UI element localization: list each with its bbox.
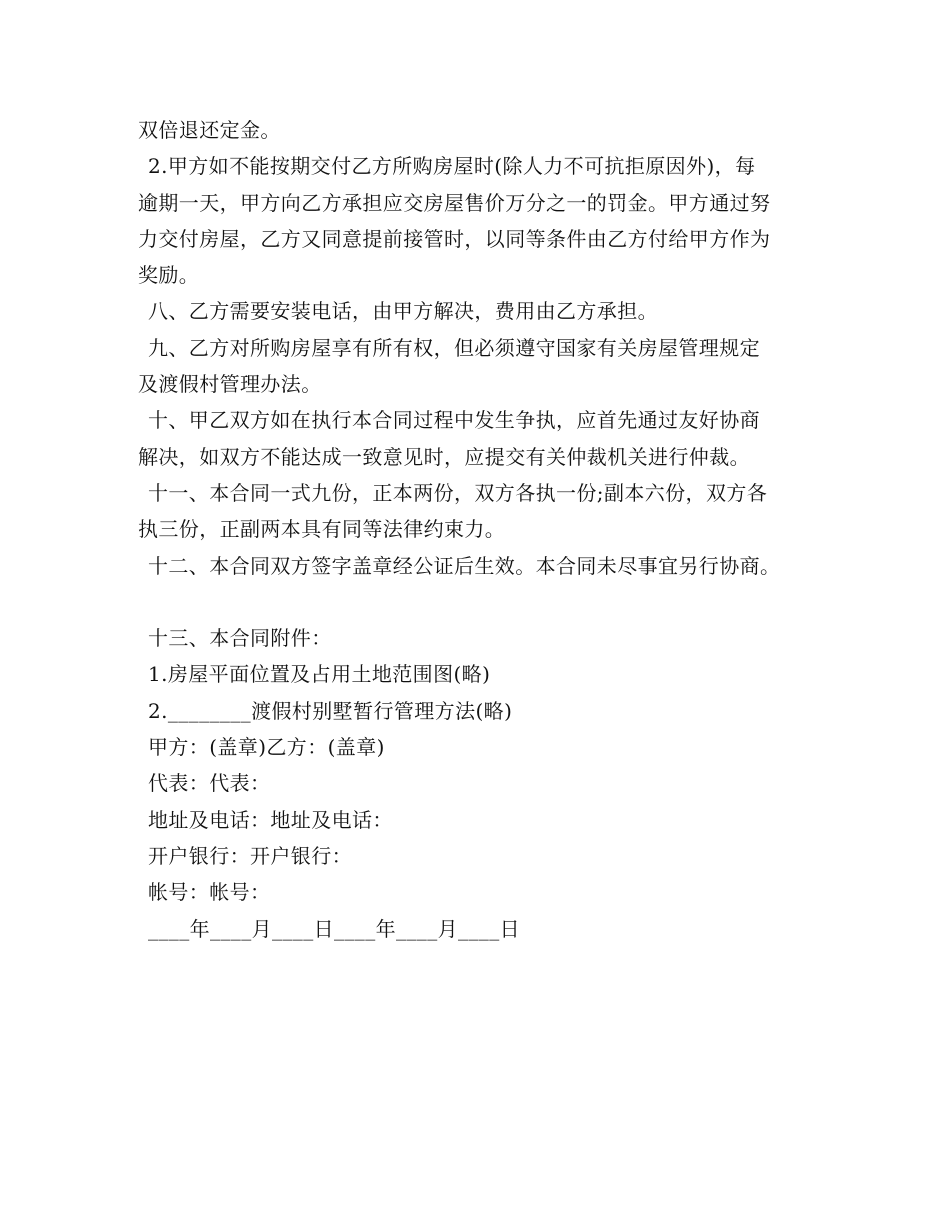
clause-thirteen: 十三、本合同附件：: [148, 626, 332, 651]
text-line: 执三份，正副两本具有同等法律约束力。: [138, 517, 506, 542]
clause-twelve: 十二、本合同双方签字盖章经公证后生效。本合同未尽事宜另行协商。: [148, 553, 781, 578]
clause-eleven: 十一、本合同一式九份，正本两份，双方各执一份;副本六份，双方各: [148, 480, 768, 505]
date-line: ____年____月____日____年____月____日: [148, 916, 520, 941]
bank-line: 开户银行：开户银行：: [148, 843, 352, 868]
text-line: 2.甲方如不能按期交付乙方所购房屋时(除人力不可抗拒原因外)，每: [148, 154, 756, 179]
blank-line: [138, 584, 838, 620]
address-phone-line: 地址及电话：地址及电话：: [148, 807, 393, 832]
account-line: 帐号：帐号：: [148, 880, 271, 905]
party-seal-line: 甲方：(盖章)乙方：(盖章): [148, 735, 385, 760]
attachment-two: 2.________渡假村别墅暂行管理方法(略): [148, 698, 513, 723]
clause-eight: 八、乙方需要安装电话，由甲方解决，费用由乙方承担。: [148, 299, 658, 324]
clause-nine: 九、乙方对所购房屋享有所有权，但必须遵守国家有关房屋管理规定: [148, 335, 760, 360]
clause-ten: 十、甲乙双方如在执行本合同过程中发生争执，应首先通过友好协商: [148, 408, 760, 433]
representative-line: 代表：代表：: [148, 771, 271, 796]
text-line: 及渡假村管理办法。: [138, 372, 322, 397]
text-line: 奖励。: [138, 263, 200, 288]
text-line: 力交付房屋，乙方又同意提前接管时，以同等条件由乙方付给甲方作为: [138, 226, 771, 251]
text-line: 双倍退还定金。: [138, 118, 281, 142]
attachment-one: 1.房屋平面位置及占用土地范围图(略): [148, 662, 491, 687]
text-line: 解决，如双方不能达成一致意见时，应提交有关仲裁机关进行仲裁。: [138, 444, 750, 469]
text-line: 逾期一天，甲方向乙方承担应交房屋售价万分之一的罚金。甲方通过努: [138, 190, 771, 215]
contract-text-body: [138, 112, 838, 947]
